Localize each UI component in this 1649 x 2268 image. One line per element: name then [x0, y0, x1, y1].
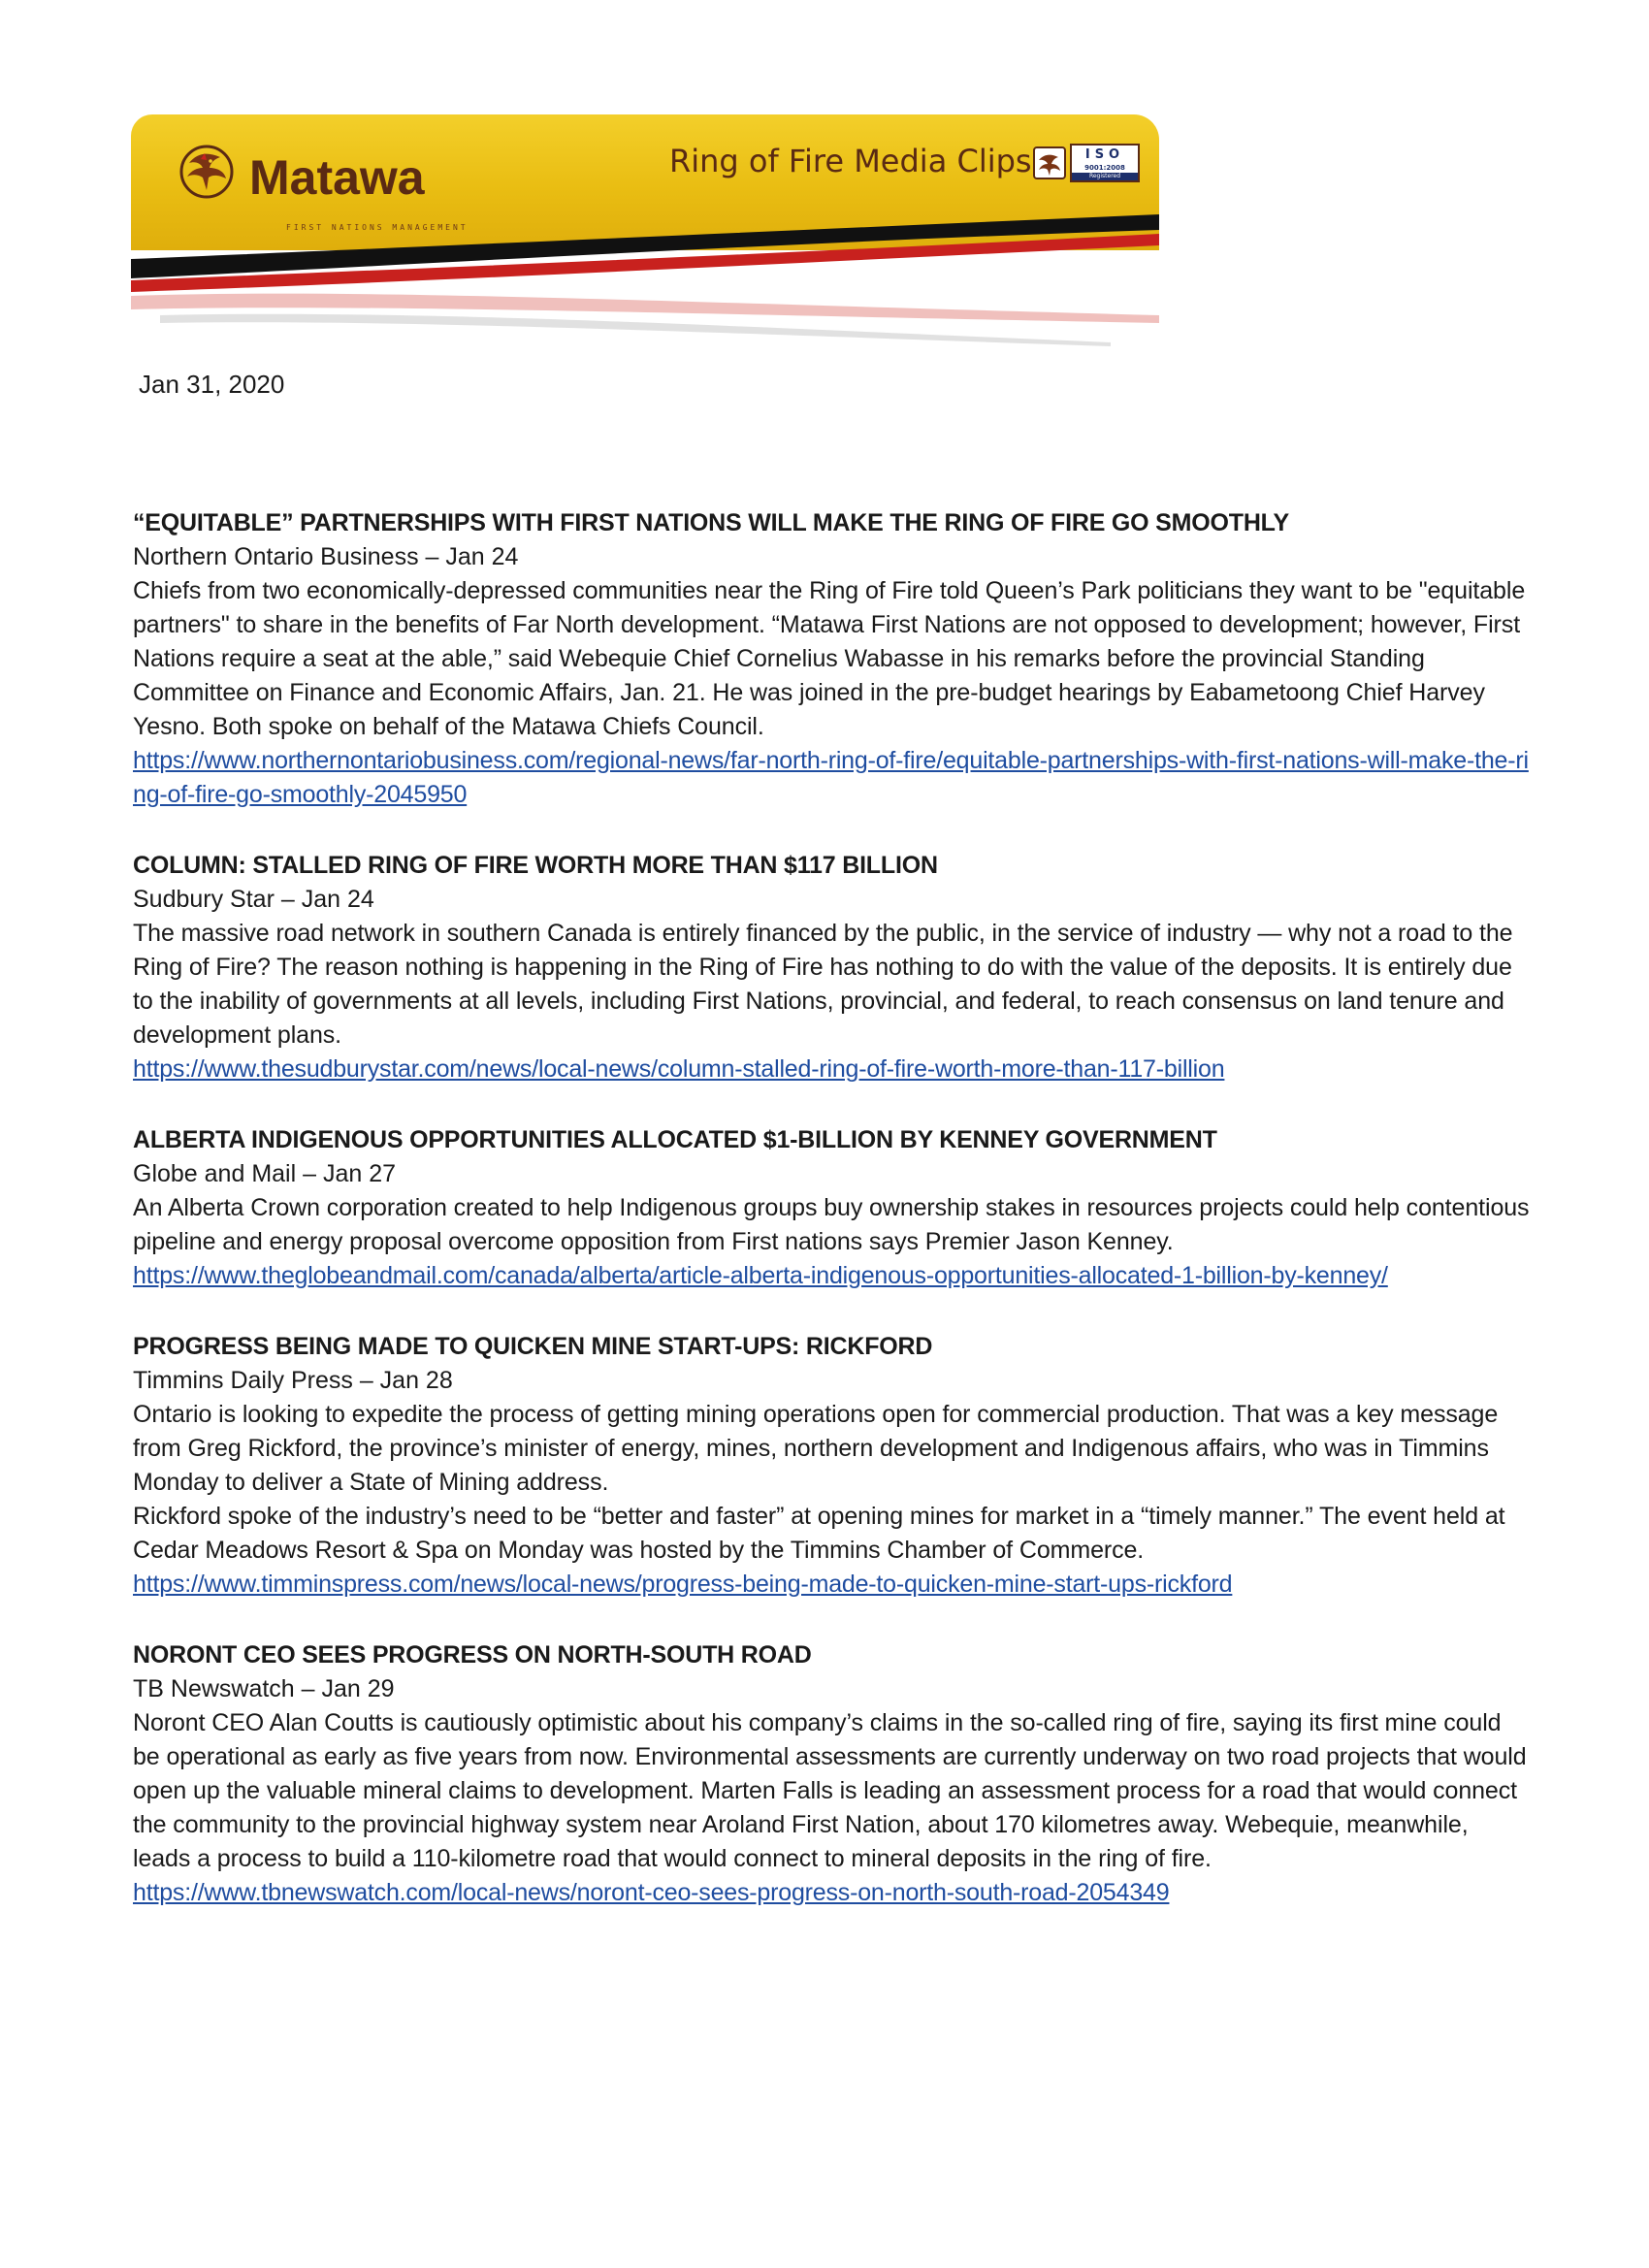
article-item: [133, 1123, 1530, 1293]
article-body: [133, 1191, 1530, 1259]
iso-standard: 9001:2008: [1072, 164, 1138, 173]
article-body: [133, 1398, 1530, 1568]
article-source: Northern Ontario Business – Jan 24: [133, 543, 519, 570]
brand-subtitle: FIRST NATIONS MANAGEMENT: [286, 223, 469, 232]
article-paragraph: Ontario is looking to expedite the process of getting mining operations open for commercial production. That was a key message from Greg Rickford, the province’s minister of energy, mines, northern development and Indigenous affairs, who was in Timmins Monday to deliver a State of Mining address.: [133, 1401, 1499, 1496]
article-link[interactable]: https://www.tbnewswatch.com/local-news/noront-ceo-sees-progress-on-north-south-road-2054349: [133, 1879, 1170, 1906]
article-source: Globe and Mail – Jan 27: [133, 1160, 397, 1187]
banner-swoosh-decoration: [121, 209, 1169, 364]
iso-registered: Registered: [1072, 173, 1138, 180]
thunderbird-logo-icon: [178, 142, 236, 200]
iso-badge: [1033, 144, 1142, 182]
article-link[interactable]: https://www.timminspress.com/news/local-news/progress-being-made-to-quicken-mine-start-ups-rickford: [133, 1571, 1233, 1598]
brand-name: Matawa: [249, 150, 425, 205]
article-item: [133, 506, 1530, 812]
article-title: NORONT CEO SEES PROGRESS ON NORTH-SOUTH ROAD: [133, 1641, 812, 1669]
article-paragraph: Noront CEO Alan Coutts is cautiously optimistic about his company’s claims in the so-called ring of fire, saying its first mine could be operational as early as five years from now. Environmental assessments are currently underway on two road projects that would open up the valuable mineral claims to development. Marten Falls is leading an assessment process for a road that would connect the community to the provincial highway system near Aroland First Nation, about 170 kilometres away. Webequie, meanwhile, leads a process to build a 110-kilometre road that would connect to mineral deposits in the ring of fire.: [133, 1709, 1527, 1872]
iso-registration-box: [1070, 144, 1140, 182]
article-source: TB Newswatch – Jan 29: [133, 1675, 395, 1702]
article-body: [133, 1706, 1530, 1876]
article-title: “EQUITABLE” PARTNERSHIPS WITH FIRST NATIONS WILL MAKE THE RING OF FIRE GO SMOOTHLY: [133, 509, 1289, 536]
article-paragraph: An Alberta Crown corporation created to help Indigenous groups buy ownership stakes in resources projects could help contentious pipeline and energy proposal overcome opposition from First nations says Premier Jason Kenney.: [133, 1194, 1530, 1255]
iso-label: ISO: [1072, 146, 1138, 164]
article-list: [133, 506, 1530, 1947]
article-title: PROGRESS BEING MADE TO QUICKEN MINE START-UPS: RICKFORD: [133, 1333, 933, 1360]
article-paragraph: Rickford spoke of the industry’s need to be “better and faster” at opening mines for market in a “timely manner.” The event held at Cedar Meadows Resort & Spa on Monday was hosted by the Timmins Chamber of Commerce.: [133, 1503, 1505, 1564]
article-body: [133, 574, 1530, 744]
article-link[interactable]: https://www.thesudburystar.com/news/local-news/column-stalled-ring-of-fire-worth-more-than-117-billion: [133, 1055, 1225, 1083]
article-link[interactable]: https://www.northernontariobusiness.com/regional-news/far-north-ring-of-fire/equitable-partnerships-with-first-nations-will-make-the-ring-of-fire-go-smoothly-2045950: [133, 747, 1529, 808]
article-paragraph: The massive road network in southern Canada is entirely financed by the public, in the service of industry — why not a road to the Ring of Fire? The reason nothing is happening in the Ring of Fire has nothing to do with the value of the deposits. It is entirely due to the inability of governments at all levels, including First Nations, provincial, and federal, to reach consensus on land tenure and development plans.: [133, 920, 1513, 1049]
article-title: ALBERTA INDIGENOUS OPPORTUNITIES ALLOCATED $1-BILLION BY KENNEY GOVERNMENT: [133, 1126, 1217, 1153]
iso-emblem-icon: [1033, 146, 1066, 179]
article-body: [133, 917, 1530, 1053]
banner-title: Ring of Fire Media Clips: [669, 143, 1032, 179]
article-source: Timmins Daily Press – Jan 28: [133, 1367, 453, 1394]
article-source: Sudbury Star – Jan 24: [133, 886, 374, 913]
article-title: COLUMN: STALLED RING OF FIRE WORTH MORE THAN $117 BILLION: [133, 852, 938, 879]
article-item: [133, 1638, 1530, 1910]
document-date: Jan 31, 2020: [139, 370, 285, 399]
article-item: [133, 849, 1530, 1086]
article-paragraph: Chiefs from two economically-depressed communities near the Ring of Fire told Queen’s Park politicians they want to be "equitable partners" to share in the benefits of Far North development. “Matawa First Nations are not opposed to development; however, First Nations require a seat at the able,” said Webequie Chief Cornelius Wabasse in his remarks before the provincial Standing Committee on Finance and Economic Affairs, Jan. 21. He was joined in the pre-budget hearings by Eabametoong Chief Harvey Yesno. Both spoke on behalf of the Matawa Chiefs Council.: [133, 577, 1526, 740]
article-item: [133, 1330, 1530, 1602]
article-link[interactable]: https://www.theglobeandmail.com/canada/alberta/article-alberta-indigenous-opportunities-allocated-1-billion-by-kenney/: [133, 1262, 1388, 1289]
